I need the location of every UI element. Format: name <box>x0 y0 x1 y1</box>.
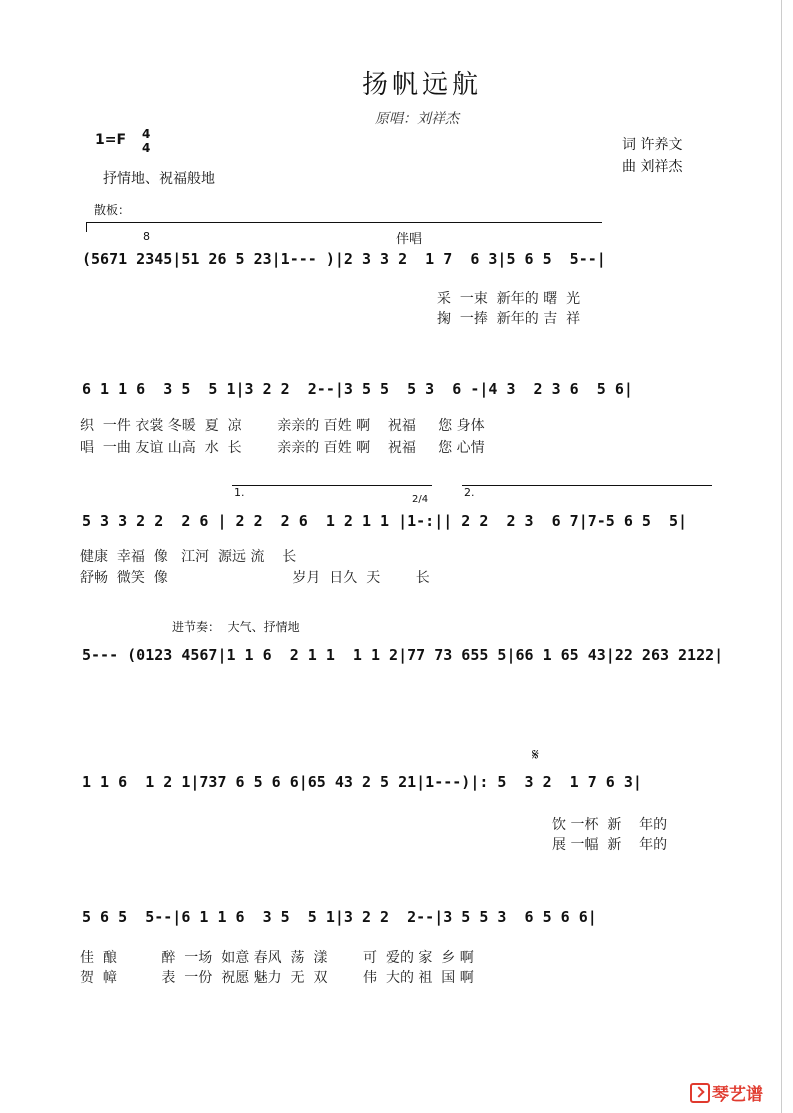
staff-line-6-lyric-2: 贺 幛 表 一份 祝愿 魅力 无 双 伟 大的 祖 国 啊 <box>80 970 474 986</box>
staff-line-2-lyric-1: 织 一件 衣裳 冬暖 夏 凉 亲亲的 百姓 啊 祝福 您 身体 <box>80 418 485 434</box>
staff-line-5-lyric-1: 饮 一杯 新 年的 <box>552 817 668 833</box>
staff-line-5-notes: 1 1 6 1 2 1|737 6 5 6 6|65 43 2 5 21|1---)|: 5 3 2 1 7 6 3| <box>82 773 642 791</box>
staff-line-6-notes: 5 6 5 5--|6 1 1 6 3 5 5 1|3 2 2 2--|3 5 5 3 6 5 6 6| <box>82 908 597 926</box>
expression-mark: 抒情地、祝福般地 <box>103 171 215 187</box>
logo-text: 琴艺谱 <box>712 1085 763 1105</box>
accompany-mark: 伴唱 <box>396 232 423 247</box>
meter-change: 2/4 <box>412 494 429 505</box>
time-signature-top: 4 <box>142 127 151 141</box>
tempo-mark: 散板： <box>94 203 131 217</box>
staff-line-1-lyric-1: 采 一束 新年的 曙 光 <box>437 291 581 307</box>
staff-line-5-lyric-2: 展 一幅 新 年的 <box>552 837 668 853</box>
original-singer: 原唱：刘祥杰 <box>375 111 459 127</box>
staff-line-6-lyric-1: 佳 酿 醉 一场 如意 春风 荡 漾 可 爱的 家 乡 啊 <box>80 950 474 966</box>
staff-line-1-notes: (5671 2345|51 26 5 23|1--- )|2 3 3 2 1 7 6 3|5 6 5 5--| <box>82 250 606 268</box>
staff-line-3-lyric-1: 健康 幸福 像 江河 源远 流 长 <box>80 549 297 565</box>
staff-line-2-lyric-2: 唱 一曲 友谊 山高 水 长 亲亲的 百姓 啊 祝福 您 心情 <box>80 440 485 456</box>
interlude-mark: 进节奏： 大气、抒情地 <box>172 620 300 634</box>
lyricist: 词 许养文 <box>622 137 683 153</box>
tempo-line-tick <box>86 222 87 232</box>
volta-2-line <box>462 485 712 486</box>
site-logo <box>690 1080 763 1105</box>
page-edge-line <box>781 0 782 1113</box>
tempo-line <box>86 222 602 223</box>
page-title: 扬帆远航 <box>362 70 483 100</box>
volta-2-label: 2. <box>464 486 475 499</box>
staff-line-2-notes: 6 1 1 6 3 5 5 1|3 2 2 2--|3 5 5 5 3 6 -|4 3 2 3 6 5 6| <box>82 380 633 398</box>
volta-1-label: 1. <box>234 486 245 499</box>
staff-line-3-lyric-2: 舒畅 微笑 像 岁月 日久 天 长 <box>80 570 430 586</box>
time-signature-bottom: 4 <box>142 141 151 155</box>
key-signature: 1=F <box>95 132 127 148</box>
eight-mark: 8 <box>143 230 150 243</box>
logo-icon <box>690 1083 710 1103</box>
segno-sign: 𝄋 <box>532 745 539 764</box>
volta-1-line <box>232 485 432 486</box>
staff-line-3-notes: 5 3 3 2 2 2 6 | 2 2 2 6 1 2 1 1 |1-:|| 2 2 2 3 6 7|7-5 6 5 5| <box>82 512 688 530</box>
staff-line-4-notes: 5--- (0123 4567|1 1 6 2 1 1 1 1 2|77 73 655 5|66 1 65 43|22 263 2122| <box>82 646 724 664</box>
composer: 曲 刘祥杰 <box>622 159 683 175</box>
staff-line-1-lyric-2: 掬 一捧 新年的 吉 祥 <box>437 311 581 327</box>
